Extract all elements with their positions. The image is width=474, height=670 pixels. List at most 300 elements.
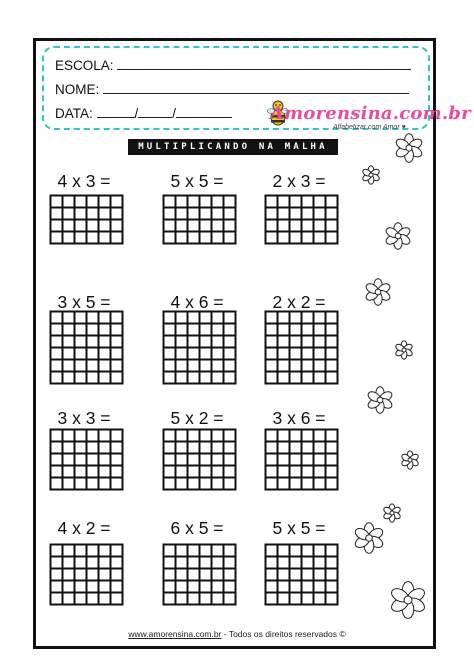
grid-cell[interactable] [188, 478, 200, 490]
grid-cell[interactable] [200, 312, 212, 324]
grid-cell[interactable] [302, 430, 314, 442]
grid-cell[interactable] [278, 372, 290, 384]
grid-cell[interactable] [188, 442, 200, 454]
grid-cell[interactable] [51, 324, 63, 336]
grid-cell[interactable] [111, 196, 123, 208]
grid-cell[interactable] [326, 569, 338, 581]
grid-cell[interactable] [314, 569, 326, 581]
grid-cell[interactable] [188, 324, 200, 336]
grid-cell[interactable] [164, 569, 176, 581]
grid-cell[interactable] [164, 581, 176, 593]
grid-cell[interactable] [164, 232, 176, 244]
grid-cell[interactable] [200, 454, 212, 466]
date-year-line[interactable] [176, 105, 232, 118]
grid-cell[interactable] [111, 593, 123, 605]
grid-cell[interactable] [278, 581, 290, 593]
grid-cell[interactable] [224, 442, 236, 454]
grid-cell[interactable] [87, 196, 99, 208]
grid-cell[interactable] [188, 545, 200, 557]
grid-cell[interactable] [111, 454, 123, 466]
grid-cell[interactable] [176, 360, 188, 372]
grid-cell[interactable] [164, 372, 176, 384]
grid-cell[interactable] [212, 466, 224, 478]
grid-cell[interactable] [224, 336, 236, 348]
grid-cell[interactable] [224, 557, 236, 569]
grid-cell[interactable] [75, 593, 87, 605]
school-line[interactable] [117, 57, 411, 70]
grid-cell[interactable] [99, 557, 111, 569]
grid-cell[interactable] [266, 324, 278, 336]
grid-cell[interactable] [224, 220, 236, 232]
grid-cell[interactable] [63, 312, 75, 324]
grid-cell[interactable] [326, 324, 338, 336]
grid-cell[interactable] [302, 442, 314, 454]
grid-cell[interactable] [63, 232, 75, 244]
grid-cell[interactable] [99, 360, 111, 372]
grid-cell[interactable] [51, 569, 63, 581]
multiplication-grid[interactable] [162, 194, 237, 245]
grid-cell[interactable] [314, 336, 326, 348]
grid-cell[interactable] [164, 208, 176, 220]
grid-cell[interactable] [188, 557, 200, 569]
grid-cell[interactable] [164, 430, 176, 442]
grid-cell[interactable] [212, 569, 224, 581]
grid-cell[interactable] [314, 348, 326, 360]
grid-cell[interactable] [326, 220, 338, 232]
multiplication-grid[interactable] [162, 428, 237, 491]
grid-cell[interactable] [200, 232, 212, 244]
grid-cell[interactable] [212, 372, 224, 384]
grid-cell[interactable] [290, 360, 302, 372]
grid-cell[interactable] [87, 581, 99, 593]
grid-cell[interactable] [75, 442, 87, 454]
grid-cell[interactable] [75, 454, 87, 466]
grid-cell[interactable] [188, 430, 200, 442]
grid-cell[interactable] [224, 466, 236, 478]
grid-cell[interactable] [212, 348, 224, 360]
grid-cell[interactable] [111, 430, 123, 442]
grid-cell[interactable] [200, 557, 212, 569]
grid-cell[interactable] [51, 478, 63, 490]
grid-cell[interactable] [164, 360, 176, 372]
grid-cell[interactable] [302, 466, 314, 478]
grid-cell[interactable] [290, 545, 302, 557]
grid-cell[interactable] [176, 348, 188, 360]
grid-cell[interactable] [326, 232, 338, 244]
grid-cell[interactable] [302, 478, 314, 490]
grid-cell[interactable] [176, 208, 188, 220]
grid-cell[interactable] [99, 372, 111, 384]
grid-cell[interactable] [326, 430, 338, 442]
grid-cell[interactable] [87, 312, 99, 324]
grid-cell[interactable] [51, 336, 63, 348]
grid-cell[interactable] [302, 557, 314, 569]
grid-cell[interactable] [87, 593, 99, 605]
grid-cell[interactable] [278, 442, 290, 454]
grid-cell[interactable] [314, 312, 326, 324]
grid-cell[interactable] [63, 593, 75, 605]
grid-cell[interactable] [87, 372, 99, 384]
grid-cell[interactable] [63, 220, 75, 232]
grid-cell[interactable] [111, 478, 123, 490]
grid-cell[interactable] [314, 442, 326, 454]
grid-cell[interactable] [99, 581, 111, 593]
grid-cell[interactable] [290, 348, 302, 360]
grid-cell[interactable] [164, 557, 176, 569]
grid-cell[interactable] [75, 324, 87, 336]
grid-cell[interactable] [314, 545, 326, 557]
grid-cell[interactable] [75, 360, 87, 372]
multiplication-grid[interactable] [49, 194, 124, 245]
grid-cell[interactable] [200, 569, 212, 581]
grid-cell[interactable] [266, 196, 278, 208]
grid-cell[interactable] [111, 208, 123, 220]
grid-cell[interactable] [188, 348, 200, 360]
multiplication-grid[interactable] [264, 194, 339, 245]
grid-cell[interactable] [326, 208, 338, 220]
grid-cell[interactable] [200, 478, 212, 490]
grid-cell[interactable] [188, 372, 200, 384]
grid-cell[interactable] [314, 324, 326, 336]
grid-cell[interactable] [224, 430, 236, 442]
grid-cell[interactable] [224, 360, 236, 372]
grid-cell[interactable] [200, 466, 212, 478]
grid-cell[interactable] [99, 454, 111, 466]
grid-cell[interactable] [188, 593, 200, 605]
grid-cell[interactable] [63, 545, 75, 557]
grid-cell[interactable] [266, 545, 278, 557]
grid-cell[interactable] [111, 312, 123, 324]
grid-cell[interactable] [176, 593, 188, 605]
grid-cell[interactable] [87, 232, 99, 244]
grid-cell[interactable] [314, 220, 326, 232]
grid-cell[interactable] [314, 454, 326, 466]
grid-cell[interactable] [63, 430, 75, 442]
grid-cell[interactable] [51, 360, 63, 372]
grid-cell[interactable] [200, 581, 212, 593]
grid-cell[interactable] [51, 348, 63, 360]
grid-cell[interactable] [200, 360, 212, 372]
grid-cell[interactable] [99, 232, 111, 244]
grid-cell[interactable] [326, 593, 338, 605]
grid-cell[interactable] [224, 196, 236, 208]
grid-cell[interactable] [75, 478, 87, 490]
grid-cell[interactable] [111, 466, 123, 478]
grid-cell[interactable] [164, 196, 176, 208]
grid-cell[interactable] [188, 336, 200, 348]
grid-cell[interactable] [212, 196, 224, 208]
grid-cell[interactable] [266, 454, 278, 466]
school-field[interactable] [55, 57, 411, 73]
grid-cell[interactable] [63, 348, 75, 360]
grid-cell[interactable] [176, 430, 188, 442]
grid-cell[interactable] [63, 324, 75, 336]
grid-cell[interactable] [188, 581, 200, 593]
grid-cell[interactable] [51, 593, 63, 605]
grid-cell[interactable] [302, 220, 314, 232]
grid-cell[interactable] [63, 336, 75, 348]
grid-cell[interactable] [75, 569, 87, 581]
grid-cell[interactable] [87, 557, 99, 569]
grid-cell[interactable] [164, 478, 176, 490]
grid-cell[interactable] [266, 336, 278, 348]
grid-cell[interactable] [290, 593, 302, 605]
grid-cell[interactable] [176, 442, 188, 454]
grid-cell[interactable] [111, 232, 123, 244]
grid-cell[interactable] [188, 360, 200, 372]
grid-cell[interactable] [87, 336, 99, 348]
grid-cell[interactable] [314, 372, 326, 384]
grid-cell[interactable] [164, 545, 176, 557]
grid-cell[interactable] [188, 196, 200, 208]
grid-cell[interactable] [176, 581, 188, 593]
grid-cell[interactable] [200, 372, 212, 384]
grid-cell[interactable] [176, 196, 188, 208]
grid-cell[interactable] [99, 478, 111, 490]
grid-cell[interactable] [51, 208, 63, 220]
grid-cell[interactable] [176, 569, 188, 581]
grid-cell[interactable] [326, 442, 338, 454]
grid-cell[interactable] [200, 324, 212, 336]
grid-cell[interactable] [290, 336, 302, 348]
grid-cell[interactable] [63, 360, 75, 372]
grid-cell[interactable] [278, 478, 290, 490]
grid-cell[interactable] [111, 324, 123, 336]
grid-cell[interactable] [224, 569, 236, 581]
grid-cell[interactable] [200, 545, 212, 557]
grid-cell[interactable] [87, 569, 99, 581]
grid-cell[interactable] [278, 336, 290, 348]
grid-cell[interactable] [63, 208, 75, 220]
grid-cell[interactable] [212, 220, 224, 232]
grid-cell[interactable] [302, 196, 314, 208]
grid-cell[interactable] [266, 312, 278, 324]
grid-cell[interactable] [111, 336, 123, 348]
grid-cell[interactable] [212, 208, 224, 220]
grid-cell[interactable] [51, 545, 63, 557]
grid-cell[interactable] [314, 196, 326, 208]
grid-cell[interactable] [176, 557, 188, 569]
grid-cell[interactable] [290, 232, 302, 244]
grid-cell[interactable] [176, 232, 188, 244]
grid-cell[interactable] [75, 348, 87, 360]
grid-cell[interactable] [164, 220, 176, 232]
grid-cell[interactable] [290, 208, 302, 220]
grid-cell[interactable] [224, 372, 236, 384]
grid-cell[interactable] [63, 478, 75, 490]
grid-cell[interactable] [99, 336, 111, 348]
grid-cell[interactable] [212, 557, 224, 569]
grid-cell[interactable] [63, 442, 75, 454]
grid-cell[interactable] [111, 348, 123, 360]
grid-cell[interactable] [75, 220, 87, 232]
grid-cell[interactable] [200, 442, 212, 454]
grid-cell[interactable] [75, 430, 87, 442]
grid-cell[interactable] [75, 208, 87, 220]
multiplication-grid[interactable] [49, 310, 124, 385]
grid-cell[interactable] [75, 372, 87, 384]
multiplication-grid[interactable] [162, 543, 237, 606]
grid-cell[interactable] [63, 569, 75, 581]
grid-cell[interactable] [75, 545, 87, 557]
grid-cell[interactable] [51, 312, 63, 324]
grid-cell[interactable] [212, 430, 224, 442]
grid-cell[interactable] [188, 569, 200, 581]
grid-cell[interactable] [212, 581, 224, 593]
grid-cell[interactable] [278, 569, 290, 581]
grid-cell[interactable] [63, 557, 75, 569]
grid-cell[interactable] [200, 430, 212, 442]
grid-cell[interactable] [302, 360, 314, 372]
grid-cell[interactable] [75, 196, 87, 208]
grid-cell[interactable] [164, 312, 176, 324]
grid-cell[interactable] [176, 312, 188, 324]
grid-cell[interactable] [326, 557, 338, 569]
grid-cell[interactable] [326, 312, 338, 324]
grid-cell[interactable] [278, 545, 290, 557]
date-day-line[interactable] [97, 105, 135, 118]
grid-cell[interactable] [51, 442, 63, 454]
grid-cell[interactable] [266, 430, 278, 442]
grid-cell[interactable] [212, 593, 224, 605]
grid-cell[interactable] [302, 569, 314, 581]
grid-cell[interactable] [200, 196, 212, 208]
grid-cell[interactable] [188, 466, 200, 478]
grid-cell[interactable] [164, 348, 176, 360]
grid-cell[interactable] [278, 557, 290, 569]
multiplication-grid[interactable] [162, 310, 237, 385]
grid-cell[interactable] [111, 557, 123, 569]
grid-cell[interactable] [164, 442, 176, 454]
grid-cell[interactable] [224, 348, 236, 360]
grid-cell[interactable] [278, 466, 290, 478]
grid-cell[interactable] [314, 557, 326, 569]
grid-cell[interactable] [51, 220, 63, 232]
grid-cell[interactable] [278, 196, 290, 208]
grid-cell[interactable] [75, 232, 87, 244]
grid-cell[interactable] [302, 208, 314, 220]
grid-cell[interactable] [224, 545, 236, 557]
multiplication-grid[interactable] [264, 310, 339, 385]
grid-cell[interactable] [290, 466, 302, 478]
grid-cell[interactable] [176, 336, 188, 348]
grid-cell[interactable] [176, 466, 188, 478]
grid-cell[interactable] [224, 324, 236, 336]
grid-cell[interactable] [164, 466, 176, 478]
grid-cell[interactable] [99, 466, 111, 478]
grid-cell[interactable] [302, 312, 314, 324]
grid-cell[interactable] [278, 208, 290, 220]
grid-cell[interactable] [266, 593, 278, 605]
grid-cell[interactable] [99, 430, 111, 442]
grid-cell[interactable] [176, 324, 188, 336]
grid-cell[interactable] [87, 348, 99, 360]
grid-cell[interactable] [290, 454, 302, 466]
grid-cell[interactable] [326, 454, 338, 466]
grid-cell[interactable] [314, 478, 326, 490]
grid-cell[interactable] [302, 593, 314, 605]
grid-cell[interactable] [87, 454, 99, 466]
grid-cell[interactable] [51, 232, 63, 244]
grid-cell[interactable] [111, 360, 123, 372]
grid-cell[interactable] [51, 466, 63, 478]
grid-cell[interactable] [111, 569, 123, 581]
grid-cell[interactable] [75, 466, 87, 478]
grid-cell[interactable] [266, 220, 278, 232]
grid-cell[interactable] [290, 569, 302, 581]
grid-cell[interactable] [224, 478, 236, 490]
grid-cell[interactable] [212, 478, 224, 490]
grid-cell[interactable] [63, 454, 75, 466]
grid-cell[interactable] [314, 581, 326, 593]
grid-cell[interactable] [63, 466, 75, 478]
grid-cell[interactable] [290, 557, 302, 569]
grid-cell[interactable] [224, 232, 236, 244]
grid-cell[interactable] [212, 454, 224, 466]
grid-cell[interactable] [87, 545, 99, 557]
grid-cell[interactable] [314, 466, 326, 478]
grid-cell[interactable] [302, 336, 314, 348]
grid-cell[interactable] [99, 220, 111, 232]
grid-cell[interactable] [111, 442, 123, 454]
grid-cell[interactable] [224, 312, 236, 324]
grid-cell[interactable] [314, 208, 326, 220]
grid-cell[interactable] [164, 593, 176, 605]
grid-cell[interactable] [212, 232, 224, 244]
grid-cell[interactable] [278, 232, 290, 244]
grid-cell[interactable] [176, 478, 188, 490]
grid-cell[interactable] [302, 372, 314, 384]
grid-cell[interactable] [266, 581, 278, 593]
grid-cell[interactable] [278, 454, 290, 466]
grid-cell[interactable] [290, 581, 302, 593]
grid-cell[interactable] [75, 557, 87, 569]
name-line[interactable] [103, 81, 409, 94]
grid-cell[interactable] [164, 324, 176, 336]
grid-cell[interactable] [302, 348, 314, 360]
grid-cell[interactable] [302, 545, 314, 557]
grid-cell[interactable] [200, 593, 212, 605]
grid-cell[interactable] [212, 360, 224, 372]
grid-cell[interactable] [326, 348, 338, 360]
grid-cell[interactable] [87, 360, 99, 372]
grid-cell[interactable] [290, 478, 302, 490]
grid-cell[interactable] [266, 557, 278, 569]
grid-cell[interactable] [87, 430, 99, 442]
grid-cell[interactable] [290, 442, 302, 454]
grid-cell[interactable] [188, 232, 200, 244]
grid-cell[interactable] [266, 569, 278, 581]
grid-cell[interactable] [224, 454, 236, 466]
grid-cell[interactable] [75, 336, 87, 348]
grid-cell[interactable] [99, 208, 111, 220]
grid-cell[interactable] [99, 312, 111, 324]
grid-cell[interactable] [188, 312, 200, 324]
grid-cell[interactable] [290, 220, 302, 232]
grid-cell[interactable] [111, 220, 123, 232]
grid-cell[interactable] [51, 581, 63, 593]
grid-cell[interactable] [164, 454, 176, 466]
grid-cell[interactable] [278, 360, 290, 372]
grid-cell[interactable] [278, 430, 290, 442]
grid-cell[interactable] [278, 220, 290, 232]
grid-cell[interactable] [290, 196, 302, 208]
grid-cell[interactable] [111, 581, 123, 593]
grid-cell[interactable] [278, 312, 290, 324]
grid-cell[interactable] [63, 196, 75, 208]
grid-cell[interactable] [290, 312, 302, 324]
grid-cell[interactable] [87, 442, 99, 454]
